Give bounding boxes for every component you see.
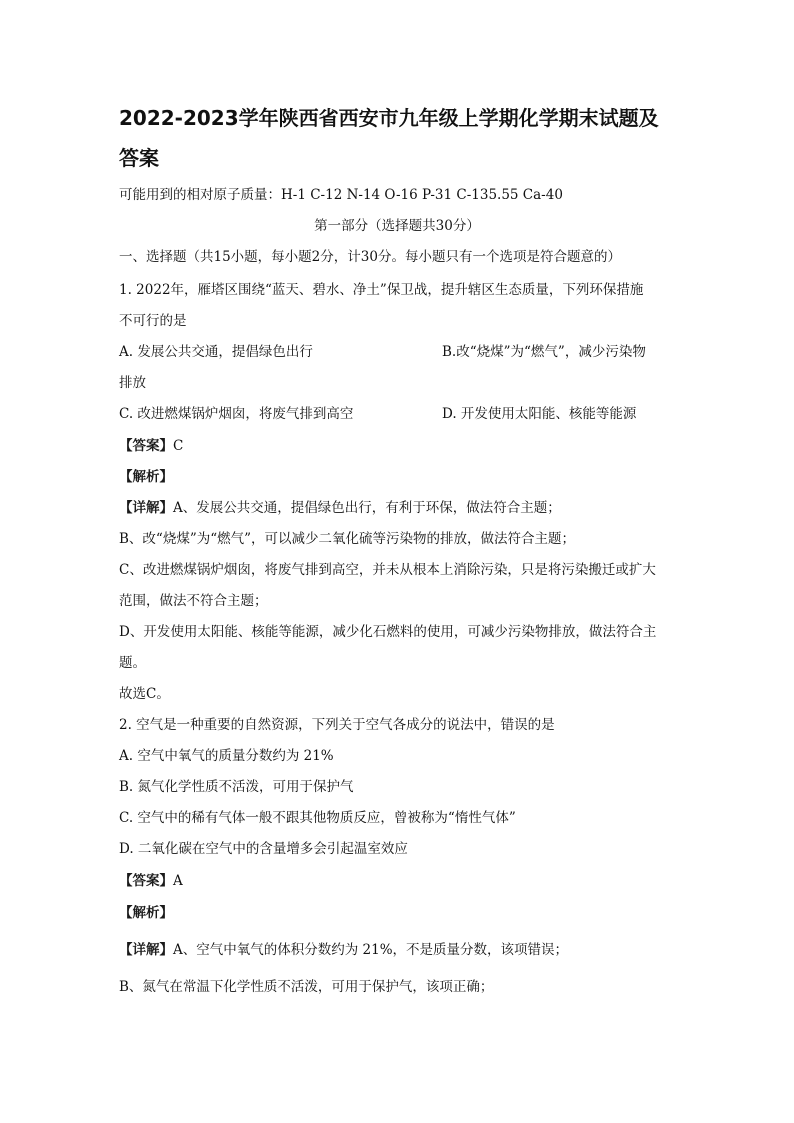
document-title-line2: 答案	[119, 146, 159, 170]
q1-detail-line1	[119, 498, 561, 518]
q1-option-b-line2: 排放	[119, 375, 146, 391]
q1-conclusion: 故选C。	[119, 686, 170, 702]
q2-option-a: A. 空气中氧气的质量分数约为 21%	[119, 748, 334, 764]
q2-detail-line1	[119, 940, 568, 960]
q1-analysis-label: 【解析】	[119, 469, 173, 485]
q2-answer-line	[119, 871, 183, 891]
q1-answer-value: C	[173, 438, 184, 454]
q2-option-b: B. 氮气化学性质不活泼，可用于保护气	[119, 779, 354, 795]
q1-answer-tag: 【答案】	[119, 438, 173, 454]
q1-option-d: D. 开发使用太阳能、核能等能源	[442, 406, 637, 422]
q2-detail-text1: A、空气中氧气的体积分数约为 21%，不是质量分数，该项错误；	[173, 942, 569, 958]
q1-detail-tag: 【详解】	[119, 500, 173, 516]
q2-answer-tag: 【答案】	[119, 873, 173, 889]
q1-detail-text1: A、发展公共交通，提倡绿色出行，有利于环保，做法符合主题；	[173, 500, 561, 516]
q2-option-c: C. 空气中的稀有气体一般不跟其他物质反应，曾被称为“惰性气体”	[119, 810, 516, 826]
atomic-mass-line: 可能用到的相对原子质量：H-1 C-12 N-14 O-16 P-31 C-135.55 Ca-40	[119, 187, 563, 203]
q2-option-d: D. 二氧化碳在空气中的含量增多会引起温室效应	[119, 841, 408, 857]
q1-answer-line	[119, 436, 183, 456]
q1-stem-line2: 不可行的是	[119, 313, 187, 329]
document-title-line1: 2022-2023学年陕西省西安市九年级上学期化学期末试题及	[119, 106, 659, 130]
q1-detail-line3: C、改进燃煤锅炉烟囱，将废气排到高空，并未从根本上消除污染，只是将污染搬迁或扩大	[119, 562, 656, 578]
q2-answer-value: A	[173, 873, 183, 889]
q1-detail-line6: 题。	[119, 655, 146, 671]
section-heading: 一、选择题（共15小题，每小题2分，计30分。每小题只有一个选项是符合题意的）	[119, 249, 621, 265]
q2-detail-line2: B、氮气在常温下化学性质不活泼，可用于保护气，该项正确；	[119, 979, 494, 995]
q2-detail-tag: 【详解】	[119, 942, 173, 958]
q1-option-c: C. 改进燃煤锅炉烟囱，将废气排到高空	[119, 406, 354, 422]
q1-analysis-tag	[119, 467, 173, 487]
part-heading: 第一部分（选择题共30分）	[314, 218, 480, 234]
q2-analysis-label: 【解析】	[119, 905, 173, 921]
q2-stem: 2. 空气是一种重要的自然资源，下列关于空气各成分的说法中，错误的是	[119, 717, 555, 733]
q1-option-a: A. 发展公共交通，提倡绿色出行	[119, 344, 313, 360]
q1-detail-line5: D、开发使用太阳能、核能等能源，减少化石燃料的使用，可减少污染物排放，做法符合主	[119, 624, 657, 640]
q2-analysis-tag	[119, 903, 173, 923]
q1-detail-line2: B、改“烧煤”为“燃气”，可以减少二氧化硫等污染物的排放，做法符合主题；	[119, 531, 576, 547]
q1-detail-line4: 范围，做法不符合主题；	[119, 593, 268, 609]
q1-option-b-line1: B.改“烧煤”为“燃气”，减少污染物	[442, 344, 646, 360]
q1-stem-line1: 1. 2022年，雁塔区围绕“蓝天、碧水、净土”保卫战，提升辖区生态质量，下列环保措施	[119, 282, 644, 298]
